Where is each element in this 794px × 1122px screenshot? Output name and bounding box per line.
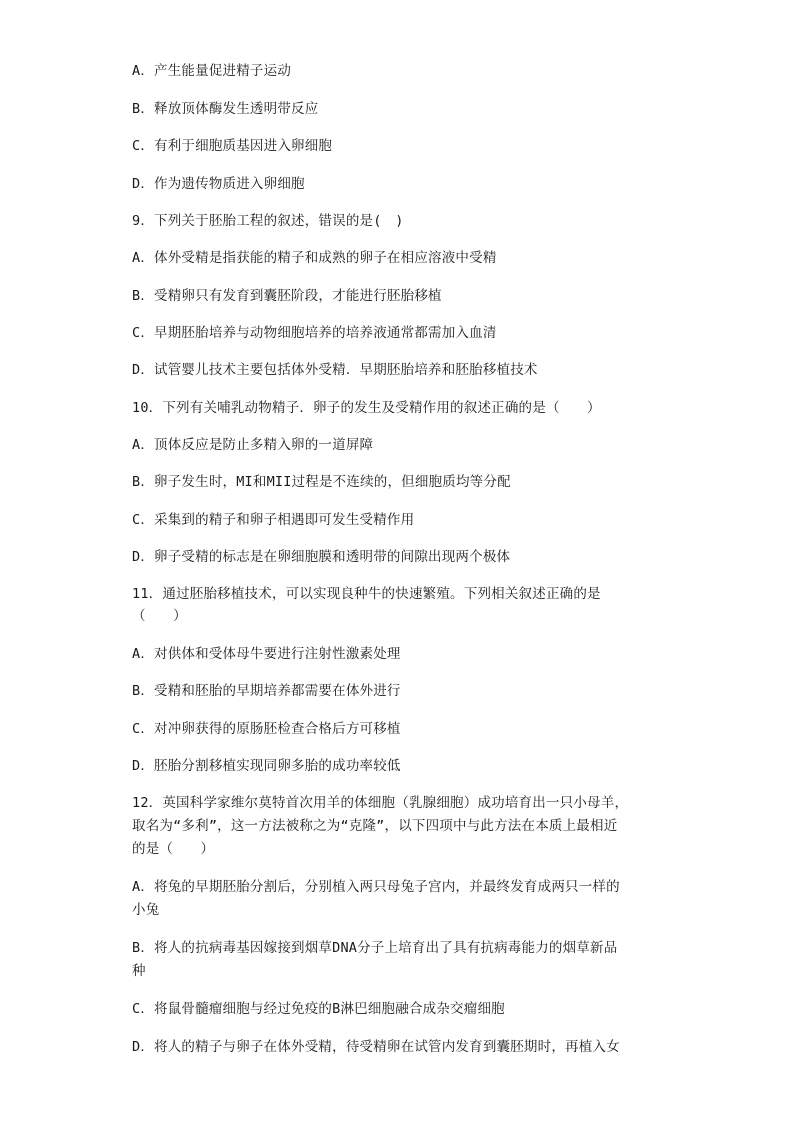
option-line: C．早期胚胎培养与动物细胞培养的培养液通常都需加入血清 (132, 325, 497, 341)
question-line: 11．通过胚胎移植技术，可以实现良种牛的快速繁殖。下列相关叙述正确的是 (132, 586, 601, 602)
question-line: 10．下列有关哺乳动物精子．卵子的发生及受精作用的叙述正确的是（ ） (132, 400, 601, 416)
option-line: A．产生能量促进精子运动 (132, 63, 292, 79)
option-line: D．将人的精子与卵子在体外受精，待受精卵在试管内发育到囊胚期时，再植入女 (132, 1039, 620, 1055)
question-line: 取名为“多利”，这一方法被称之为“克隆”，以下四项中与此方法在本质上最相近 (132, 818, 618, 834)
option-line: C．有利于细胞质基因进入卵细胞 (132, 138, 333, 154)
option-line: D．卵子受精的标志是在卵细胞膜和透明带的间隙出现两个极体 (132, 549, 511, 565)
option-line: 小兔 (132, 902, 160, 918)
option-line: B．释放顶体酶发生透明带反应 (132, 101, 319, 117)
question-line: 9．下列关于胚胎工程的叙述，错误的是( ) (132, 213, 404, 229)
option-line: C．将鼠骨髓瘤细胞与经过免疫的B淋巴细胞融合成杂交瘤细胞 (132, 1001, 505, 1017)
option-line: C．对冲卵获得的原肠胚检查合格后方可移植 (132, 721, 401, 737)
option-line: A．将兔的早期胚胎分割后，分别植入两只母兔子宫内，并最终发育成两只一样的 (132, 879, 620, 895)
option-line: D．试管婴儿技术主要包括体外受精．早期胚胎培养和胚胎移植技术 (132, 362, 538, 378)
option-line: B．受精卵只有发育到囊胚阶段，才能进行胚胎移植 (132, 288, 442, 304)
option-line: A．顶体反应是防止多精入卵的一道屏障 (132, 437, 374, 453)
question-line: 12．英国科学家维尔莫特首次用羊的体细胞（乳腺细胞）成功培育出一只小母羊， (132, 795, 629, 811)
option-line: B．将人的抗病毒基因嫁接到烟草DNA分子上培育出了具有抗病毒能力的烟草新品 (132, 940, 618, 956)
question-line: 的是（ ） (132, 841, 215, 857)
option-line: A．对供体和受体母牛要进行注射性激素处理 (132, 646, 401, 662)
option-line: 种 (132, 963, 146, 979)
option-line: B．卵子发生时，MI和MII过程是不连续的，但细胞质均等分配 (132, 474, 511, 490)
option-line: B．受精和胚胎的早期培养都需要在体外进行 (132, 683, 401, 699)
option-line: A．体外受精是指获能的精子和成熟的卵子在相应溶液中受精 (132, 250, 497, 266)
option-line: C．采集到的精子和卵子相遇即可发生受精作用 (132, 512, 415, 528)
option-line: D．胚胎分割移植实现同卵多胎的成功率较低 (132, 758, 401, 774)
option-line: D．作为遗传物质进入卵细胞 (132, 176, 305, 192)
question-line: （ ） (132, 608, 187, 624)
